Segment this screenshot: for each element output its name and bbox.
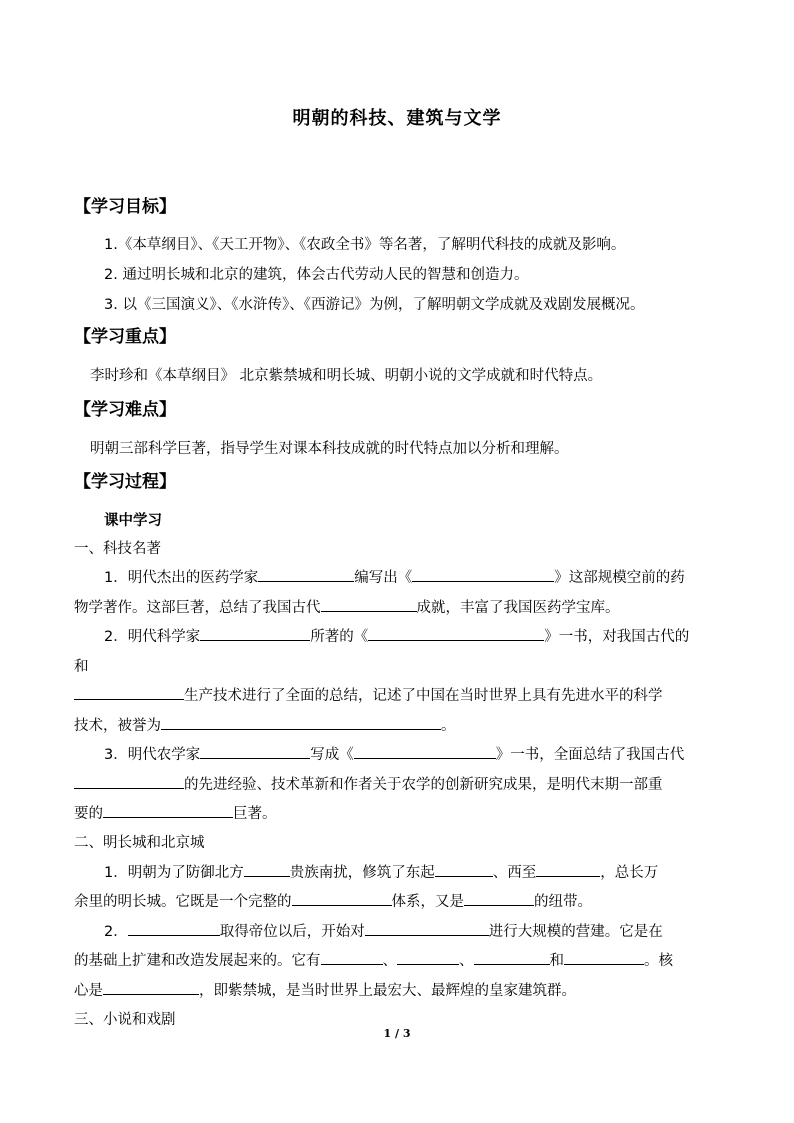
fill-blank[interactable] xyxy=(365,920,489,936)
key-points-text: 李时珍和《本草纲目》 北京紫禁城和明长城、明朝小说的文学成就和时代特点。 xyxy=(90,368,603,384)
fill-blank[interactable] xyxy=(292,890,392,906)
fill-blank[interactable] xyxy=(321,949,383,965)
text-segment: 所著的《 xyxy=(310,629,369,646)
objective-item-3: 3. 以《三国演义》、《水浒传》、《西游记》为例，了解明朝文学成就及戏剧发展概况。 xyxy=(104,297,645,313)
key-points-heading: 【学习重点】 xyxy=(74,327,176,347)
part2-q1-line1 xyxy=(104,861,658,882)
text-segment: 1．明朝为了防御北方 xyxy=(104,865,244,882)
fill-blank[interactable] xyxy=(161,714,441,730)
part2-q2-line2 xyxy=(74,949,673,970)
fill-blank[interactable] xyxy=(368,625,544,641)
part1-q3-line2 xyxy=(74,773,663,794)
text-segment: 巨著。 xyxy=(233,806,277,823)
text-segment: ，即紫禁城，是当时世界上最宏大、最辉煌的皇家建筑群。 xyxy=(199,983,576,1000)
fill-blank[interactable] xyxy=(354,743,496,759)
text-segment: 的纽带。 xyxy=(534,894,592,911)
text-segment: 取得帝位以后，开始对 xyxy=(219,924,365,941)
fill-blank[interactable] xyxy=(412,566,554,582)
part1-title: 一、科技名著 xyxy=(74,541,161,557)
text-segment: 技术，被誉为 xyxy=(74,718,161,735)
text-segment: 1．明代杰出的医药学家 xyxy=(104,570,259,587)
text-segment: 编写出《 xyxy=(354,570,413,587)
fill-blank[interactable] xyxy=(128,920,220,936)
objectives-heading: 【学习目标】 xyxy=(74,197,176,217)
text-segment: 、 xyxy=(382,953,397,970)
part2-q2-line3 xyxy=(74,979,576,1000)
text-segment: 物学著作。这部巨著，总结了我国古代 xyxy=(74,600,321,617)
part1-q2-line3 xyxy=(74,684,663,705)
text-segment: 2． xyxy=(104,924,128,941)
text-segment: 。核 xyxy=(644,953,673,970)
part2-q2-line1 xyxy=(104,920,663,941)
part1-q2-line1 xyxy=(104,625,689,646)
part1-q2-line2: 和 xyxy=(74,659,89,675)
fill-blank[interactable] xyxy=(74,684,184,700)
text-segment: 心是 xyxy=(74,983,103,1000)
part1-q2-line4 xyxy=(74,714,456,735)
text-segment: 贵族南扰，修筑了东起 xyxy=(289,865,435,882)
document-title: 明朝的科技、建筑与文学 xyxy=(292,108,502,129)
text-segment: 》一书，对我国古代的 xyxy=(544,629,690,646)
text-segment: 余里的明长城。它既是一个完整的 xyxy=(74,894,292,911)
text-segment: 的基础上扩建和改造发展起来的。它有 xyxy=(74,953,321,970)
text-segment: 要的 xyxy=(74,806,103,823)
text-segment: 进行大规模的营建。它是在 xyxy=(488,924,663,941)
difficulties-heading: 【学习难点】 xyxy=(74,400,176,420)
fill-blank[interactable] xyxy=(397,949,459,965)
text-segment: 2．明代科学家 xyxy=(104,629,201,646)
part1-q3-line1 xyxy=(104,743,684,764)
objective-item-2: 2. 通过明长城和北京的建筑，体会古代劳动人民的智慧和创造力。 xyxy=(104,267,529,283)
part2-q1-line2 xyxy=(74,890,592,911)
text-segment: 体系，又是 xyxy=(391,894,464,911)
fill-blank[interactable] xyxy=(435,861,493,877)
fill-blank[interactable] xyxy=(464,890,534,906)
part3-title: 三、小说和戏剧 xyxy=(74,1012,176,1028)
part1-q3-line3 xyxy=(74,802,277,823)
fill-blank[interactable] xyxy=(74,773,184,789)
in-class-subheading: 课中学习 xyxy=(104,513,162,529)
fill-blank[interactable] xyxy=(103,802,233,818)
process-heading: 【学习过程】 xyxy=(74,472,176,492)
text-segment: 成就，丰富了我国医药学宝库。 xyxy=(416,600,620,617)
objective-item-1: 1.《本草纲目》、《天工开物》、《农政全书》等名著，了解明代科技的成就及影响。 xyxy=(104,237,626,253)
fill-blank[interactable] xyxy=(103,979,199,995)
page-number: 1 / 3 xyxy=(383,1027,411,1040)
difficulties-text: 明朝三部科学巨著，指导学生对课本科技成就的时代特点加以分析和理解。 xyxy=(90,441,569,457)
text-segment: 》这部规模空前的药 xyxy=(554,570,685,587)
fill-blank[interactable] xyxy=(321,596,417,612)
text-segment: 的先进经验、技术革新和作者关于农学的创新研究成果，是明代末期一部重 xyxy=(184,777,663,794)
text-segment: 》一书，全面总结了我国古代 xyxy=(495,747,685,764)
text-segment: 写成《 xyxy=(310,747,354,764)
fill-blank[interactable] xyxy=(200,743,310,759)
fill-blank[interactable] xyxy=(564,949,644,965)
fill-blank[interactable] xyxy=(200,625,310,641)
text-segment: 生产技术进行了全面的总结，记述了中国在当时世界上具有先进水平的科学 xyxy=(184,688,663,705)
text-segment: 、西至 xyxy=(492,865,537,882)
part2-title: 二、明长城和北京城 xyxy=(74,835,205,851)
text-segment: ，总长万 xyxy=(600,865,659,882)
fill-blank[interactable] xyxy=(258,566,354,582)
fill-blank[interactable] xyxy=(474,949,550,965)
fill-blank[interactable] xyxy=(536,861,600,877)
text-segment: 、 xyxy=(459,953,474,970)
text-segment: 和 xyxy=(549,953,564,970)
part1-q1-line1 xyxy=(104,566,685,587)
fill-blank[interactable] xyxy=(244,861,290,877)
part1-q1-line2 xyxy=(74,596,620,617)
text-segment: 3．明代农学家 xyxy=(104,747,201,764)
text-segment: 。 xyxy=(441,718,456,735)
